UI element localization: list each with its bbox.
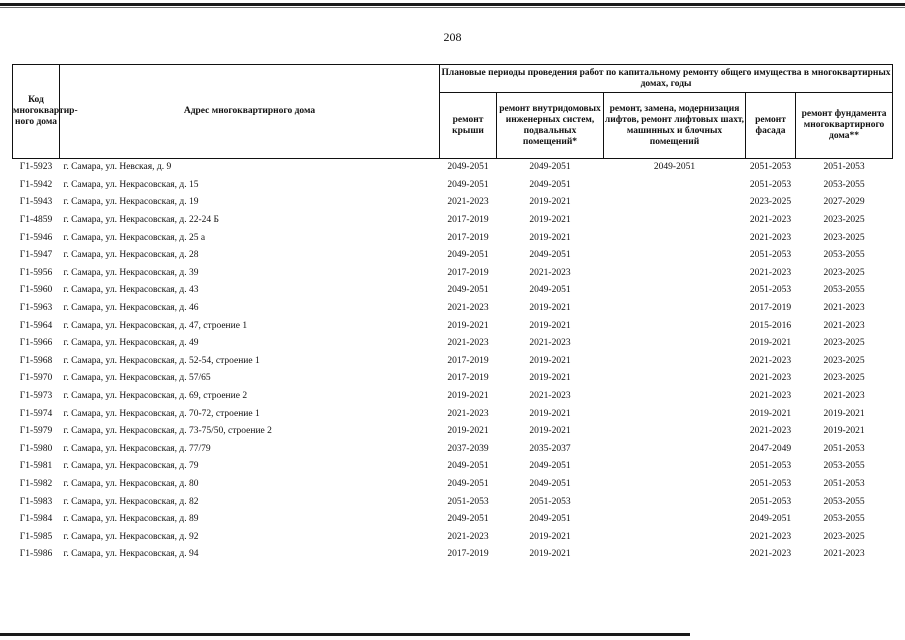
cell-foundation: 2021-2023 [823, 303, 865, 314]
cell-lifts [604, 194, 746, 212]
cell-foundation: 2023-2025 [823, 267, 865, 278]
cell-facade: 2021-2023 [749, 426, 792, 437]
cell-code: Г1-5974 [19, 408, 53, 419]
cell-foundation: 2019-2021 [823, 408, 865, 419]
cell-facade: 2021-2023 [749, 549, 792, 560]
cell-systems: 2049-2051 [529, 250, 571, 261]
cell-lifts [604, 423, 746, 441]
cell-code: Г1-5979 [19, 426, 53, 437]
cell-code: Г1-5923 [19, 162, 53, 173]
cell-foundation: 2053-2055 [823, 179, 865, 190]
cell-facade: 2023-2025 [749, 197, 792, 208]
table-row [13, 388, 893, 406]
cell-roof: 2019-2021 [447, 320, 489, 331]
cell-lifts [604, 528, 746, 546]
capital-repair-table [12, 64, 893, 564]
cell-code: Г1-5966 [19, 338, 53, 349]
cell-facade: 2021-2023 [749, 355, 792, 366]
cell-facade: 2019-2021 [749, 338, 792, 349]
cell-lifts [604, 317, 746, 335]
table-row [13, 405, 893, 423]
cell-address: г. Самара, ул. Некрасовская, д. 94 [63, 549, 199, 560]
cell-foundation: 2053-2055 [823, 496, 865, 507]
cell-address: г. Самара, ул. Некрасовская, д. 15 [63, 179, 199, 190]
cell-code: Г1-4859 [19, 215, 53, 226]
cell-roof: 2017-2019 [447, 549, 489, 560]
cell-lifts: 2049-2051 [653, 162, 696, 173]
cell-roof: 2019-2021 [447, 426, 489, 437]
cell-foundation: 2053-2055 [823, 461, 865, 472]
cell-code: Г1-5986 [19, 549, 53, 560]
cell-foundation: 2023-2025 [823, 373, 865, 384]
table-row [13, 511, 893, 529]
cell-code: Г1-5956 [19, 267, 53, 278]
cell-lifts [604, 229, 746, 247]
cell-lifts [604, 300, 746, 318]
cell-foundation: 2021-2023 [823, 549, 865, 560]
cell-address: г. Самара, ул. Некрасовская, д. 57/65 [63, 373, 211, 384]
cell-foundation: 2051-2053 [823, 162, 865, 173]
cell-lifts [604, 370, 746, 388]
table-body [13, 159, 893, 564]
cell-code: Г1-5947 [19, 250, 53, 261]
cell-roof: 2049-2051 [447, 461, 489, 472]
table-row [13, 423, 893, 441]
cell-code: Г1-5985 [19, 531, 53, 542]
cell-code: Г1-5970 [19, 373, 53, 384]
header-systems: ремонт внутридомовых инженерных систем, подвальных помещений* [497, 93, 604, 159]
cell-roof: 2017-2019 [447, 373, 489, 384]
cell-lifts [604, 265, 746, 283]
table-row [13, 458, 893, 476]
table-row [13, 546, 893, 564]
cell-code: Г1-5960 [19, 285, 53, 296]
cell-systems: 2019-2021 [529, 531, 571, 542]
cell-systems: 2049-2051 [529, 461, 571, 472]
cell-code: Г1-5980 [19, 443, 53, 454]
cell-address: г. Самара, ул. Некрасовская, д. 79 [63, 461, 199, 472]
cell-foundation: 2021-2023 [823, 320, 865, 331]
cell-code: Г1-5968 [19, 355, 53, 366]
cell-lifts [604, 546, 746, 564]
table-row [13, 265, 893, 283]
top-rule [0, 3, 905, 6]
cell-lifts [604, 212, 746, 230]
cell-foundation: 2019-2021 [823, 426, 865, 437]
cell-code: Г1-5946 [19, 232, 53, 243]
cell-roof: 2049-2051 [447, 478, 489, 489]
cell-systems: 2051-2053 [529, 496, 571, 507]
cell-roof: 2021-2023 [447, 303, 489, 314]
cell-foundation: 2053-2055 [823, 514, 865, 525]
cell-systems: 2019-2021 [529, 232, 571, 243]
cell-roof: 2037-2039 [447, 443, 489, 454]
header-code: Код многоквартир-ного дома [13, 65, 60, 159]
cell-facade: 2051-2053 [749, 250, 792, 261]
cell-roof: 2021-2023 [447, 408, 489, 419]
header-lifts: ремонт, замена, модернизация лифтов, ремонт лифтовых шахт, машинных и блочных помещений [604, 93, 746, 159]
cell-roof: 2049-2051 [447, 179, 489, 190]
table-row [13, 441, 893, 459]
cell-address: г. Самара, ул. Некрасовская, д. 25 а [63, 232, 206, 243]
table-row [13, 229, 893, 247]
cell-systems: 2019-2021 [529, 355, 571, 366]
cell-systems: 2019-2021 [529, 408, 571, 419]
cell-address: г. Самара, ул. Некрасовская, д. 89 [63, 514, 199, 525]
page-number: 208 [443, 30, 462, 44]
cell-code: Г1-5964 [19, 320, 53, 331]
cell-lifts [604, 405, 746, 423]
cell-code: Г1-5963 [19, 303, 53, 314]
cell-systems: 2021-2023 [529, 267, 571, 278]
cell-roof: 2049-2051 [447, 162, 489, 173]
cell-address: г. Самара, ул. Некрасовская, д. 80 [63, 478, 199, 489]
cell-systems: 2049-2051 [529, 514, 571, 525]
cell-lifts [604, 282, 746, 300]
cell-address: г. Самара, ул. Некрасовская, д. 43 [63, 285, 199, 296]
header-foundation: ремонт фундамента многоквартирного дома** [796, 93, 893, 159]
cell-address: г. Самара, ул. Некрасовская, д. 28 [63, 250, 199, 261]
cell-foundation: 2051-2053 [823, 478, 865, 489]
cell-lifts [604, 353, 746, 371]
cell-lifts [604, 458, 746, 476]
cell-facade: 2021-2023 [749, 531, 792, 542]
table-row [13, 317, 893, 335]
cell-facade: 2021-2023 [749, 373, 792, 384]
cell-lifts [604, 441, 746, 459]
header-address: Адрес многоквартирного дома [60, 65, 440, 159]
cell-lifts [604, 493, 746, 511]
cell-systems: 2019-2021 [529, 215, 571, 226]
cell-systems: 2019-2021 [529, 373, 571, 384]
cell-facade: 2051-2053 [749, 285, 792, 296]
cell-facade: 2051-2053 [749, 162, 792, 173]
cell-foundation: 2023-2025 [823, 232, 865, 243]
header-periods: Плановые периоды проведения работ по капитальному ремонту общего имущества в многоквартирных домах, годы [440, 65, 893, 93]
cell-roof: 2021-2023 [447, 197, 489, 208]
cell-roof: 2017-2019 [447, 355, 489, 366]
cell-foundation: 2053-2055 [823, 250, 865, 261]
cell-facade: 2019-2021 [749, 408, 792, 419]
cell-facade: 2047-2049 [749, 443, 792, 454]
table-row [13, 300, 893, 318]
cell-systems: 2049-2051 [529, 162, 571, 173]
bottom-rule [0, 633, 690, 636]
cell-foundation: 2053-2055 [823, 285, 865, 296]
table-row [13, 282, 893, 300]
cell-address: г. Самара, ул. Некрасовская, д. 39 [63, 267, 199, 278]
cell-address: г. Самара, ул. Некрасовская, д. 49 [63, 338, 199, 349]
table-row [13, 370, 893, 388]
cell-foundation: 2023-2025 [823, 531, 865, 542]
cell-code: Г1-5943 [19, 197, 53, 208]
cell-systems: 2019-2021 [529, 303, 571, 314]
cell-roof: 2017-2019 [447, 267, 489, 278]
table-row [13, 493, 893, 511]
cell-facade: 2021-2023 [749, 232, 792, 243]
cell-roof: 2049-2051 [447, 285, 489, 296]
cell-foundation: 2023-2025 [823, 338, 865, 349]
cell-address: г. Самара, ул. Некрасовская, д. 82 [63, 496, 199, 507]
cell-foundation: 2021-2023 [823, 391, 865, 402]
cell-facade: 2017-2019 [749, 303, 792, 314]
cell-lifts [604, 335, 746, 353]
cell-code: Г1-5984 [19, 514, 53, 525]
cell-code: Г1-5973 [19, 391, 53, 402]
top-rule-thin [0, 7, 905, 8]
cell-lifts [604, 511, 746, 529]
cell-roof: 2049-2051 [447, 514, 489, 525]
cell-facade: 2021-2023 [749, 391, 792, 402]
cell-address: г. Самара, ул. Некрасовская, д. 46 [63, 303, 199, 314]
cell-facade: 2015-2016 [749, 320, 792, 331]
cell-code: Г1-5942 [19, 179, 53, 190]
header-facade: ремонт фасада [746, 93, 796, 159]
cell-address: г. Самара, ул. Некрасовская, д. 47, строение 1 [63, 320, 248, 331]
cell-address: г. Самара, ул. Некрасовская, д. 22-24 Б [63, 215, 219, 226]
cell-foundation: 2051-2053 [823, 443, 865, 454]
cell-code: Г1-5981 [19, 461, 53, 472]
cell-code: Г1-5982 [19, 478, 53, 489]
cell-roof: 2021-2023 [447, 531, 489, 542]
cell-roof: 2017-2019 [447, 215, 489, 226]
cell-systems: 2035-2037 [529, 443, 571, 454]
cell-lifts [604, 476, 746, 494]
table-row [13, 247, 893, 265]
cell-systems: 2019-2021 [529, 549, 571, 560]
header-roof: ремонт крыши [440, 93, 497, 159]
cell-foundation: 2027-2029 [823, 197, 865, 208]
cell-facade: 2051-2053 [749, 478, 792, 489]
cell-systems: 2049-2051 [529, 478, 571, 489]
cell-address: г. Самара, ул. Некрасовская, д. 69, строение 2 [63, 391, 248, 402]
cell-systems: 2049-2051 [529, 285, 571, 296]
cell-address: г. Самара, ул. Некрасовская, д. 73-75/50, строение 2 [63, 426, 272, 437]
cell-systems: 2019-2021 [529, 320, 571, 331]
cell-systems: 2021-2023 [529, 391, 571, 402]
cell-lifts [604, 247, 746, 265]
cell-address: г. Самара, ул. Некрасовская, д. 92 [63, 531, 199, 542]
cell-systems: 2019-2021 [529, 426, 571, 437]
cell-systems: 2019-2021 [529, 197, 571, 208]
table-row [13, 177, 893, 195]
cell-address: г. Самара, ул. Некрасовская, д. 52-54, строение 1 [63, 355, 260, 366]
cell-roof: 2019-2021 [447, 391, 489, 402]
table-row [13, 528, 893, 546]
cell-facade: 2021-2023 [749, 215, 792, 226]
cell-facade: 2051-2053 [749, 496, 792, 507]
table-row [13, 353, 893, 371]
cell-roof: 2049-2051 [447, 250, 489, 261]
cell-systems: 2021-2023 [529, 338, 571, 349]
cell-address: г. Самара, ул. Некрасовская, д. 77/79 [63, 443, 211, 454]
cell-address: г. Самара, ул. Некрасовская, д. 70-72, строение 1 [63, 408, 260, 419]
cell-code: Г1-5983 [19, 496, 53, 507]
cell-facade: 2021-2023 [749, 267, 792, 278]
table-row [13, 159, 893, 177]
cell-lifts [604, 177, 746, 195]
table-row [13, 476, 893, 494]
cell-facade: 2049-2051 [749, 514, 792, 525]
table-row [13, 335, 893, 353]
cell-address: г. Самара, ул. Некрасовская, д. 19 [63, 197, 199, 208]
cell-address: г. Самара, ул. Невская, д. 9 [63, 162, 172, 173]
cell-roof: 2017-2019 [447, 232, 489, 243]
table-row [13, 212, 893, 230]
cell-systems: 2049-2051 [529, 179, 571, 190]
cell-foundation: 2023-2025 [823, 215, 865, 226]
cell-roof: 2051-2053 [447, 496, 489, 507]
table-row [13, 194, 893, 212]
cell-facade: 2051-2053 [749, 461, 792, 472]
cell-facade: 2051-2053 [749, 179, 792, 190]
cell-lifts [604, 388, 746, 406]
cell-foundation: 2023-2025 [823, 355, 865, 366]
cell-roof: 2021-2023 [447, 338, 489, 349]
